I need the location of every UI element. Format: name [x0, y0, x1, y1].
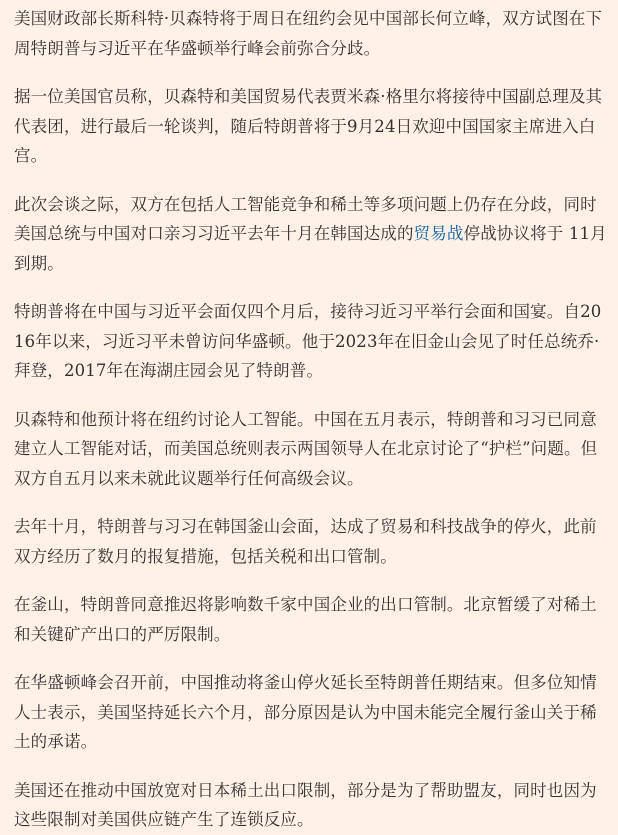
paragraph-japan-rare-earths: 美国还在推动中国放宽对日本稀土出口限制，部分是为了帮助盟友，同时也因为这些限制对美国供应链产生了连锁反应。 — [14, 780, 597, 829]
paragraph-truce-extension: 在华盛顿峰会召开前，中国推动将釜山停火延长至特朗普任期结束。但多位知情人士表示，美国坚持延长六个月，部分原因是认为中国未能完全履行釜山关于稀土的承诺。 — [14, 673, 597, 751]
paragraph-disagreements — [14, 190, 608, 279]
paragraph-disagreements-text-after: 停战协议将于 11月到期。 — [14, 224, 607, 273]
paragraph-export-controls: 在釜山，特朗普同意推迟将影响数千家中国企业的出口管制。北京暂缓了对稀土和关键矿产出口的严厉限制。 — [14, 595, 597, 644]
paragraph-official-statement: 据一位美国官员称，贝森特和美国贸易代表贾米森·格里尔将接待中国副总理及其代表团，进行最后一轮谈判，随后特朗普将于9月24日欢迎中国国家主席进入白宫。 — [14, 87, 603, 165]
paragraph-busan-truce: 去年十月，特朗普与习习在韩国釜山会面，达成了贸易和科技战争的停火，此前双方经历了数月的报复措施，包括关税和出口管制。 — [14, 517, 597, 566]
trade-war-link[interactable]: 贸易战 — [413, 224, 464, 243]
paragraph-ai-discussion: 贝森特和他预计将在纽约讨论人工智能。中国在五月表示，特朗普和习习已同意建立人工智能对话，而美国总统则表示两国领导人在北京讨论了“护栏”问题。但双方自五月以来未就此议题举行任何高级会议。 — [14, 409, 598, 488]
paragraph-visit-history: 特朗普将在中国与习近平会面仅四个月后，接待习近习平举行会面和国宴。自2016年以来，习近习平未曾访问华盛顿。他于2023年在旧金山会见了时任总统乔·拜登，2017年在海湖庄园会见了特朗普。 — [14, 302, 602, 380]
paragraph-bessent-meeting: 美国财政部长斯科特·贝森特将于周日在纽约会见中国部长何立峰，双方试图在下周特朗普与习近平在华盛顿举行峰会前弥合分歧。 — [14, 9, 603, 58]
paragraph-disagreements-text-before: 此次会谈之际，双方在包括人工智能竞争和稀土等多项问题上仍存在分歧，同时美国总统与中国对口亲习习近平去年十月在韩国达成的 — [14, 194, 597, 243]
